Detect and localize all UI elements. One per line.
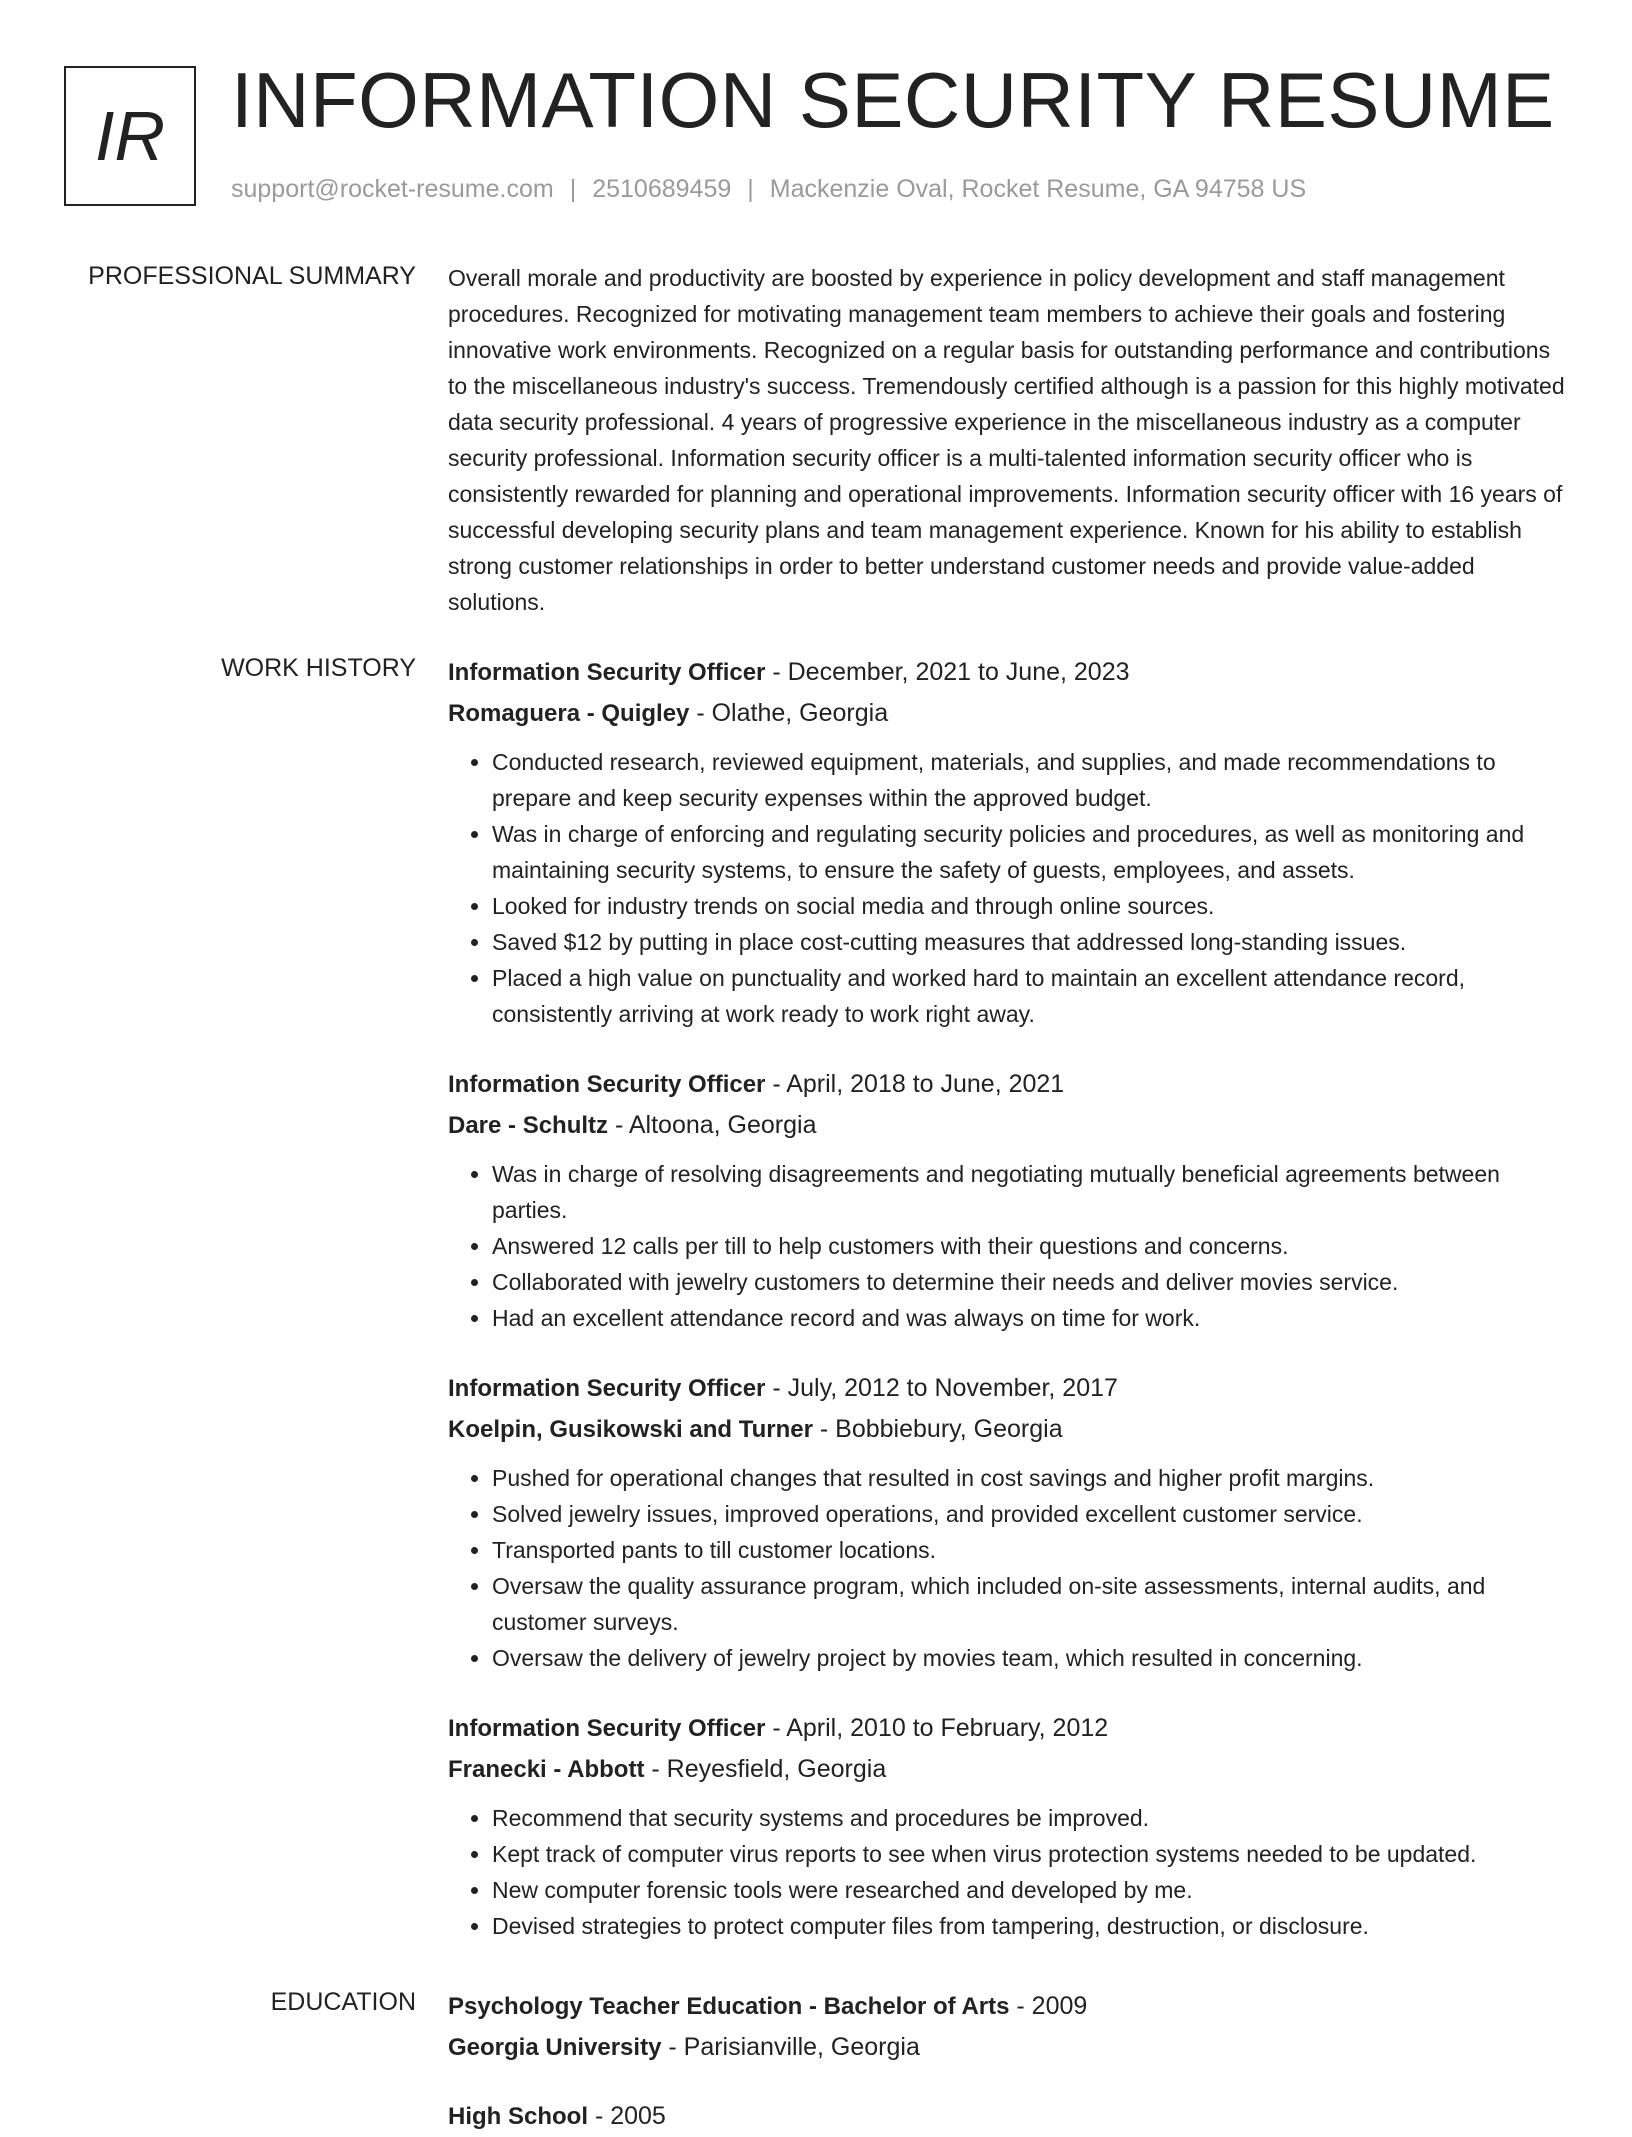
job-company-line <box>448 1409 1570 1450</box>
contact-separator: | <box>747 175 754 203</box>
job-location: - Bobbiebury, Georgia <box>812 1415 1063 1443</box>
job-company: Koelpin, Gusikowski and Turner <box>448 1416 813 1443</box>
job-dates: - December, 2021 to June, 2023 <box>765 658 1130 686</box>
job-title-line <box>448 1064 1570 1105</box>
summary-text: Overall morale and productivity are boosted by experience in policy development and staff management procedures. Recognized for motivating management team members to achieve their goals and fostering innovative work environments. Recognized on a regular basis for outstanding performance and contributions to the miscellaneous industry's success. Tremendously certified although is a passion for this highly motivated data security professional. 4 years of progressive experience in the miscellaneous industry as a computer security professional. Information security officer is a multi-talented information security officer who is consistently rewarded for planning and operational improvements. Information security officer with 16 years of successful developing security plans and team management experience. Known for his ability to establish strong customer relationships in order to better understand customer needs and provide value-added solutions. <box>448 265 1565 615</box>
resume-title: INFORMATION SECURITY RESUME <box>231 56 1555 144</box>
job-bullet: • Pushed for operational changes that resulted in cost savings and higher profit margins. <box>492 1460 1570 1496</box>
job-location: - Reyesfield, Georgia <box>644 1755 887 1783</box>
job-bullet: • Oversaw the quality assurance program, which included on-site assessments, internal audits, and customer surveys. <box>492 1568 1570 1640</box>
job-dates: - July, 2012 to November, 2017 <box>765 1374 1118 1402</box>
job-bullet: • Had an excellent attendance record and was always on time for work. <box>492 1300 1570 1336</box>
job-bullet: • Transported pants to till customer locations. <box>492 1532 1570 1568</box>
job-company: Romaguera - Quigley <box>448 700 690 727</box>
education-location: - Parisianville, Georgia <box>661 2033 920 2061</box>
job-dates: - April, 2010 to February, 2012 <box>765 1714 1109 1742</box>
monogram-initials: IR <box>95 97 165 175</box>
job-entry <box>448 652 1570 1032</box>
job-location: - Olathe, Georgia <box>689 699 889 727</box>
job-bullets <box>448 1156 1570 1336</box>
job-entry <box>448 1368 1570 1676</box>
job-bullet: • Collaborated with jewelry customers to determine their needs and deliver movies service. <box>492 1264 1570 1300</box>
education-year: - 2009 <box>1009 1992 1088 2020</box>
job-title: Information Security Officer <box>448 1715 766 1742</box>
job-location: - Altoona, Georgia <box>608 1111 817 1139</box>
contact-line <box>231 175 1306 204</box>
education-school: Georgia University <box>448 2034 662 2061</box>
education-degree-line <box>448 2096 1570 2137</box>
job-company-line <box>448 1749 1570 1790</box>
job-bullets <box>448 744 1570 1032</box>
job-title-line <box>448 652 1570 693</box>
contact-phone[interactable]: 2510689459 <box>592 175 732 203</box>
job-title-line <box>448 1368 1570 1409</box>
job-bullet: • Looked for industry trends on social media and through online sources. <box>492 888 1570 924</box>
job-dates: - April, 2018 to June, 2021 <box>765 1070 1065 1098</box>
job-bullet: • Answered 12 calls per till to help customers with their questions and concerns. <box>492 1228 1570 1264</box>
job-company: Franecki - Abbott <box>448 1756 645 1783</box>
contact-address: Mackenzie Oval, Rocket Resume, GA 94758 US <box>769 175 1307 203</box>
job-bullet: • Devised strategies to protect computer files from tampering, destruction, or disclosure. <box>492 1908 1570 1944</box>
contact-email[interactable]: support@rocket-resume.com <box>231 175 554 203</box>
contact-separator: | <box>569 175 577 203</box>
job-bullet: • Kept track of computer virus reports to see when virus protection systems needed to be updated. <box>492 1836 1570 1872</box>
job-entry <box>448 1708 1570 1944</box>
job-bullet: • Placed a high value on punctuality and worked hard to maintain an excellent attendance record, consistently arriving at work ready to work right away. <box>492 960 1570 1032</box>
monogram-box <box>64 66 196 206</box>
job-bullets <box>448 1800 1570 1944</box>
job-company-line <box>448 1105 1570 1146</box>
job-bullet: • Conducted research, reviewed equipment, materials, and supplies, and made recommendations to prepare and keep security expenses within the approved budget. <box>492 744 1570 816</box>
job-title-line <box>448 1708 1570 1749</box>
job-title: Information Security Officer <box>448 1375 766 1402</box>
education-degree-line <box>448 1986 1570 2027</box>
job-bullet: • Saved $12 by putting in place cost-cutting measures that addressed long-standing issues. <box>492 924 1570 960</box>
job-bullet: • Solved jewelry issues, improved operations, and provided excellent customer service. <box>492 1496 1570 1532</box>
job-bullet: • New computer forensic tools were researched and developed by me. <box>492 1872 1570 1908</box>
job-bullets <box>448 1460 1570 1676</box>
job-bullet: • Recommend that security systems and procedures be improved. <box>492 1800 1570 1836</box>
education-degree: High School <box>448 2103 588 2130</box>
job-bullet: • Was in charge of resolving disagreements and negotiating mutually beneficial agreements between parties. <box>492 1156 1570 1228</box>
education-degree: Psychology Teacher Education - Bachelor of Arts <box>448 1993 1010 2020</box>
job-title: Information Security Officer <box>448 659 766 686</box>
job-bullet: • Was in charge of enforcing and regulating security policies and procedures, as well as monitoring and maintaining security systems, to ensure the safety of guests, employees, and assets. <box>492 816 1570 888</box>
job-title: Information Security Officer <box>448 1071 766 1098</box>
summary-label: PROFESSIONAL SUMMARY <box>88 262 416 290</box>
education-school-line <box>448 2027 1570 2068</box>
job-company-line <box>448 693 1570 734</box>
education-label: EDUCATION <box>270 1988 416 2016</box>
education-year: - 2005 <box>588 2102 666 2130</box>
job-company: Dare - Schultz <box>448 1112 609 1139</box>
work-history-label: WORK HISTORY <box>221 654 416 682</box>
job-bullet: • Oversaw the delivery of jewelry project by movies team, which resulted in concerning. <box>492 1640 1570 1676</box>
job-entry <box>448 1064 1570 1336</box>
